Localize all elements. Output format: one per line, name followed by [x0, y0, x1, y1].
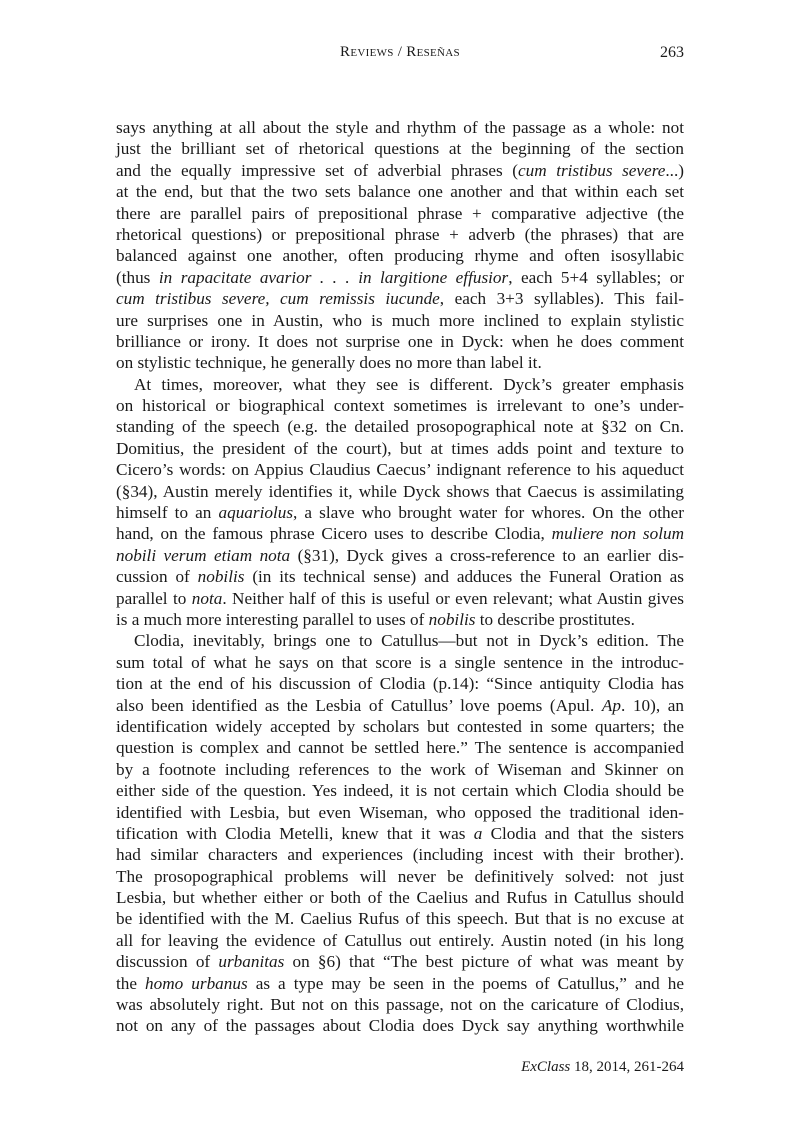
text-line: all for leaving the evidence of Catullus out entirely. Austin noted (in his long: [116, 930, 684, 950]
text-line: parallel to nota. Neither half of this is useful or even relevant; what Austin gives: [116, 588, 684, 608]
text-line: on stylistic technique, he generally does no more than label it.: [116, 353, 542, 373]
text-line: standing of the speech (e.g. the detailed prosopographical note at §32 on Cn.: [116, 417, 684, 437]
running-header: [116, 44, 684, 68]
text-line: rhetorical questions) or prepositional phrase + adverb (the phrases) that are: [116, 224, 684, 244]
text-line: identified with Lesbia, but even Wiseman, who opposed the traditional iden-: [116, 802, 684, 822]
footer-citation: [521, 1059, 684, 1076]
text-line: be identified with the M. Caelius Rufus of this speech. But that is no excuse at: [116, 909, 684, 929]
text-line: tification with Clodia Metelli, knew that it was a Clodia and that the sisters: [116, 823, 684, 843]
text-line: sum total of what he says on that score is a single sentence in the introduc-: [116, 652, 684, 672]
running-title: Reviews / Reseñas: [340, 44, 460, 60]
text-line: nobili verum etiam nota (§31), Dyck gives a cross-reference to an earlier dis-: [116, 545, 684, 565]
text-line: not on any of the passages about Clodia does Dyck say anything worthwhile: [116, 1016, 684, 1036]
text-line: Clodia, inevitably, brings one to Catullus—but not in Dyck’s edition. The: [134, 631, 684, 651]
text-line: just the brilliant set of rhetorical questions at the beginning of the section: [116, 139, 684, 159]
text-line: Lesbia, but whether either or both of the Caelius and Rufus in Catullus should: [116, 888, 684, 908]
text-line: and the equally impressive set of adverbial phrases (cum tristibus severe...): [116, 160, 684, 180]
text-line: tion at the end of his discussion of Clodia (p.14): “Since antiquity Clodia has: [116, 674, 684, 694]
text-line: himself to an aquariolus, a slave who brought water for whores. On the other: [116, 503, 684, 523]
text-line: Cicero’s words: on Appius Claudius Caecus’ indignant reference to his aqueduct: [116, 460, 684, 480]
text-line: by a footnote including references to the work of Wiseman and Skinner on: [116, 759, 684, 779]
text-line: is a much more interesting parallel to uses of nobilis to describe prostitutes.: [116, 609, 635, 629]
text-line: cussion of nobilis (in its technical sense) and adduces the Funeral Oration as: [116, 567, 684, 587]
text-line: balanced against one another, often producing rhyme and often isosyllabic: [116, 246, 684, 266]
text-line: says anything at all about the style and rhythm of the passage as a whole: not: [116, 118, 684, 137]
text-line: ure surprises one in Austin, who is much more inclined to explain stylistic: [116, 310, 684, 330]
text-line: question is complex and cannot be settled here.” The sentence is accompanied: [116, 738, 684, 758]
text-line: also been identified as the Lesbia of Catullus’ love poems (Apul. Ap. 10), an: [116, 695, 684, 715]
text-line: brilliance or irony. It does not surprise one in Dyck: when he does comment: [116, 331, 684, 351]
text-line: there are parallel pairs of prepositional phrase + comparative adjective (the: [116, 203, 684, 223]
text-line: Domitius, the president of the court), but at times adds point and texture to: [116, 438, 684, 458]
text-line: The prosopographical problems will never be definitively solved: not just: [116, 866, 684, 886]
text-line: hand, on the famous phrase Cicero uses to describe Clodia, muliere non solum: [116, 524, 684, 544]
page-number: 263: [660, 44, 684, 61]
text-line: identification widely accepted by scholars but contested in some quarters; the: [116, 716, 684, 736]
text-line: cum tristibus severe, cum remissis iucunde, each 3+3 syllables). This fail-: [116, 289, 684, 309]
text-line: at the end, but that the two sets balance one another and that within each set: [116, 182, 684, 202]
text-line: (thus in rapacitate avarior . . . in largitione effusior, each 5+4 syllables; or: [116, 267, 685, 287]
text-line: (§34), Austin merely identifies it, while Dyck shows that Caecus is assimilating: [116, 481, 684, 501]
journal-name: ExClass: [521, 1059, 571, 1075]
text-line: had similar characters and experiences (including incest with their brother).: [116, 845, 684, 865]
text-line: either side of the question. Yes indeed, it is not certain which Clodia should be: [116, 781, 684, 801]
text-line: At times, moreover, what they see is different. Dyck’s greater emphasis: [134, 374, 684, 394]
text-line: on historical or biographical context sometimes is irrelevant to one’s under-: [116, 396, 684, 416]
text-line: was absolutely right. But not on this passage, not on the caricature of Clodius,: [116, 995, 684, 1015]
text-line: the homo urbanus as a type may be seen in the poems of Catullus,” and he: [116, 973, 684, 993]
body-text: [116, 117, 684, 1037]
text-line: discussion of urbanitas on §6) that “The best picture of what was meant by: [116, 952, 684, 972]
citation-details: 18, 2014, 261-264: [570, 1059, 684, 1075]
